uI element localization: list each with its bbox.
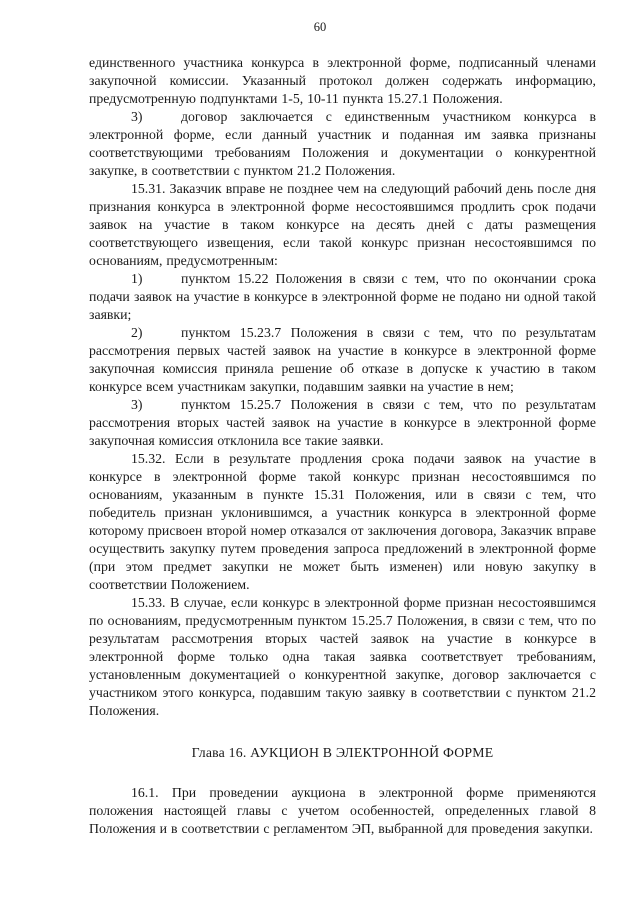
- list-item-text: пунктом 15.25.7 Положения в связи с тем, что по результатам рассмотрения вторых частей заявок на участие в конкурсе в электронной форме закупочная комиссия отклонила все такие заявки.: [89, 397, 596, 448]
- clause-16-1: 16.1. При проведении аукциона в электронной форме применяются положения настоящей главы с учетом особенностей, определенных главой 8 Положения и в соответствии с регламентом ЭП, выбранной для проведения закупки.: [89, 785, 596, 836]
- list-item-number: 2): [131, 325, 143, 340]
- list-item-number: 3): [131, 109, 143, 124]
- clause-15-32: 15.32. Если в результате продления срока подачи заявок на участие в конкурсе в электронной форме такой конкурс признан несостоявшимся по основаниям, указанным в пункте 15.31 Положения, или в связи с тем, что победитель признан уклонившимся, а участник конкурса в электронной форме которому присвоен второй номер отказался от заключения договора, Заказчик вправе осуществить закупку путем проведения запроса предложений в электронной форме (при этом предмет закупки не может быть изменен) или новую закупку в соответствии Положением.: [89, 451, 596, 592]
- document-body: [89, 54, 596, 838]
- page-number: 60: [313, 20, 327, 34]
- list-item: [89, 270, 596, 324]
- list-item-text: пунктом 15.22 Положения в связи с тем, что по окончании срока подачи заявок на участие в конкурсе в электронной форме не подано ни одной такой заявки;: [89, 271, 596, 322]
- list-item: [89, 396, 596, 450]
- list-item: [89, 108, 596, 180]
- list-item-text: пунктом 15.23.7 Положения в связи с тем, что по результатам рассмотрения первых частей заявок на участие в конкурсе в электронной форме закупочная комиссия приняла решение об отказе в допуске к участию в таком конкурсе всем участникам закупки, подавшим заявки на участие в нем;: [89, 325, 596, 394]
- paragraph-continuation: единственного участника конкурса в электронной форме, подписанный членами закупочной комиссии. Указанный протокол должен содержать информацию, предусмотренную подпунктами 1-5, 10-11 пункта 15.27.1 Положения.: [89, 55, 596, 106]
- chapter-heading: Глава 16. АУКЦИОН В ЭЛЕКТРОННОЙ ФОРМЕ: [191, 745, 494, 760]
- clause-15-31: 15.31. Заказчик вправе не позднее чем на следующий рабочий день после дня признания конкурса в электронной форме несостоявшимся продлить срок подачи заявок на участие в таком конкурсе на десять дней с даты размещения соответствующего извещения, если такой конкурс признан несостоявшимся по основаниям, предусмотренным:: [89, 181, 596, 268]
- list-item-text: договор заключается с единственным участником конкурса в электронной форме, если данный участник и поданная им заявка признаны соответствующими требованиям Положения и документации о конкурентной закупке, в соответствии с пунктом 21.2 Положения.: [89, 109, 596, 178]
- clause-15-33: 15.33. В случае, если конкурс в электронной форме признан несостоявшимся по основаниям, предусмотренным пунктом 15.25.7 Положения, в связи с тем, что по результатам рассмотрения вторых частей заявок на участие в конкурсе в электронной форме только одна такая заявка соответствует требованиям, установленным документацией о конкурентной закупке, договор заключается с участником этого конкурса, подавшим такую заявку в соответствии с пунктом 21.2 Положения.: [89, 595, 596, 718]
- list-item-number: 1): [131, 271, 143, 286]
- list-item: [89, 324, 596, 396]
- list-item-number: 3): [131, 397, 143, 412]
